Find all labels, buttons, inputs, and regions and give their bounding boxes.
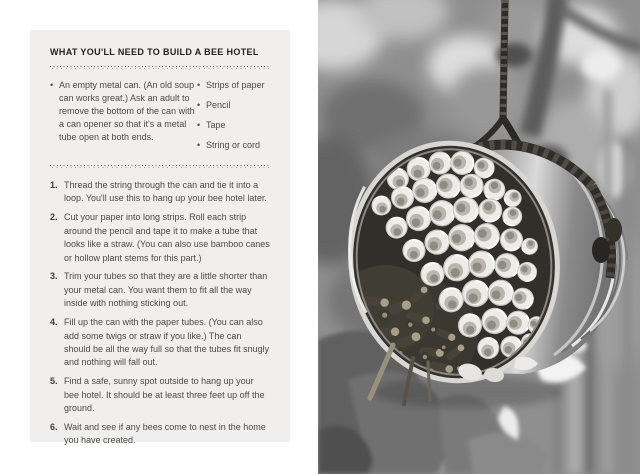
instruction-step bbox=[50, 375, 270, 415]
material-item bbox=[197, 79, 270, 92]
dotted-divider-top bbox=[50, 66, 270, 70]
card-title: WHAT YOU'LL NEED TO BUILD A BEE HOTEL bbox=[50, 47, 259, 57]
step-number: 6. bbox=[50, 422, 58, 432]
material-text: Tape bbox=[206, 120, 226, 130]
material-item bbox=[50, 79, 197, 144]
material-item bbox=[197, 99, 270, 112]
step-text: Cut your paper into long strips. Roll each strip around the pencil and tape it to make a tube that looks like a straw. (You can also use bamboo canes or hollow plant stems for this part.) bbox=[64, 212, 270, 263]
step-number: 3. bbox=[50, 271, 58, 282]
step-number: 1. bbox=[50, 180, 58, 190]
step-text: Trim your tubes so that they are a little shorter than your metal can. You want them to fit all the way inside with nothing sticking out. bbox=[64, 271, 268, 309]
material-text: Pencil bbox=[206, 100, 231, 110]
material-text: String or cord bbox=[206, 140, 261, 150]
dotted-divider-bottom bbox=[50, 165, 270, 169]
materials-list bbox=[50, 79, 270, 159]
material-text: An empty metal can. (An old soup can works great.) Ask an adult to remove the bottom of the can with a can opener so that it's a metal tube open at both ends. bbox=[59, 80, 195, 142]
materials-card bbox=[30, 30, 290, 446]
bullet-marker: • bbox=[50, 80, 54, 90]
instruction-step bbox=[50, 270, 270, 310]
bee-hotel-photo bbox=[318, 0, 640, 474]
step-text: Wait and see if any bees come to nest in the home you have created. bbox=[64, 422, 266, 446]
step-text: Thread the string through the can and tie it into a loop. You'll use this to hang up your bee hotel later. bbox=[64, 180, 267, 204]
step-number: 4. bbox=[50, 317, 58, 328]
instruction-step bbox=[50, 211, 270, 265]
bullet-marker: • bbox=[197, 140, 201, 150]
bullet-marker: • bbox=[197, 120, 201, 130]
instructions-list bbox=[50, 179, 270, 448]
material-text: Strips of paper bbox=[206, 80, 265, 90]
step-text: Fill up the can with the paper tubes. (You can also add some twigs or straw if you like.) The can should be all the way full so that the tubes fit snugly and nothing will fall out. bbox=[64, 317, 270, 368]
instruction-step bbox=[50, 179, 270, 206]
bullet-marker: • bbox=[197, 80, 201, 90]
materials-column-right bbox=[197, 79, 270, 159]
instruction-step bbox=[50, 421, 270, 448]
step-text: Find a safe, sunny spot outside to hang up your bee hotel. It should be at least three feet up off the ground. bbox=[64, 376, 265, 414]
instruction-step bbox=[50, 316, 270, 370]
materials-column-left bbox=[50, 79, 197, 159]
step-number: 5. bbox=[50, 376, 58, 387]
material-item bbox=[197, 119, 270, 132]
step-number: 2. bbox=[50, 212, 58, 223]
material-item bbox=[197, 139, 270, 152]
bullet-marker: • bbox=[197, 100, 201, 110]
